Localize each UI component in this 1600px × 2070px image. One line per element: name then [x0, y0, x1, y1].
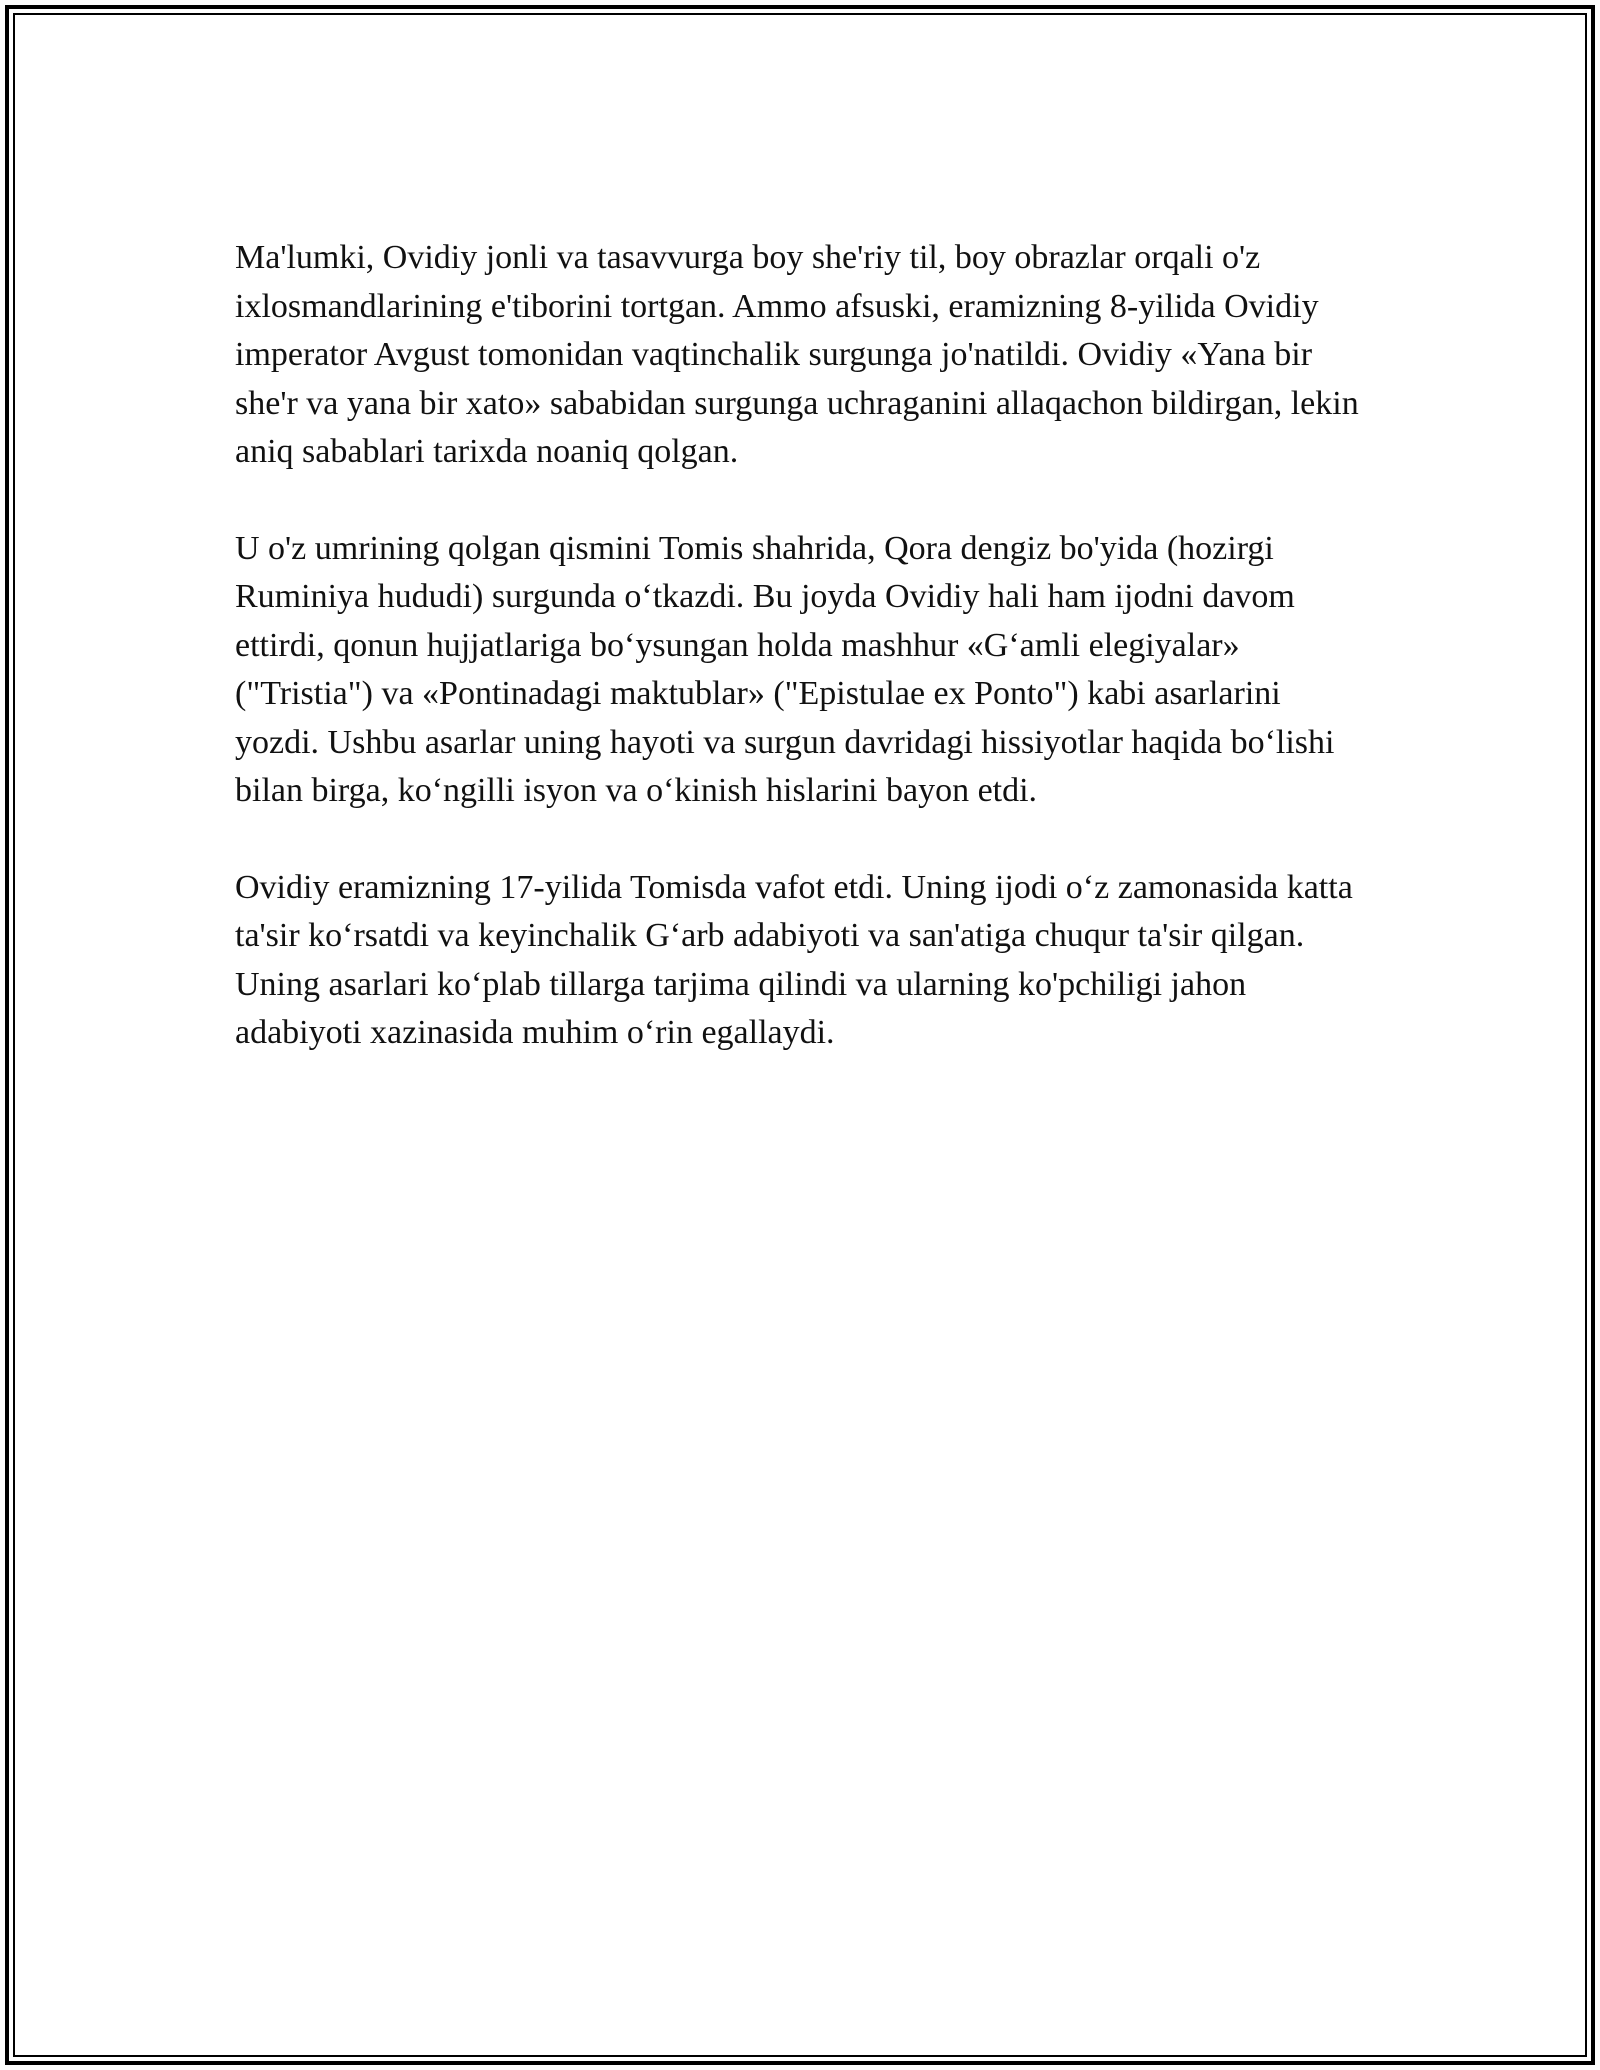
paragraph-2: U o'z umrining qolgan qismini Tomis shahrida, Qora dengiz bo'yida (hozirgi Ruminiya hududi) surgunda o‘tkazdi. Bu joyda Ovidiy hali ham ijodni davom ettirdi, qonun hujjatlariga bo‘ysungan holda mashhur «G‘amli elegiyalar» ("Tristia") va «Pontinadagi maktublar» ("Epistulae ex Ponto") kabi asarlarini yozdi. Ushbu asarlar uning hayoti va surgun davridagi hissiyotlar haqida bo‘lishi bilan birga, ko‘ngilli isyon va o‘kinish hislarini bayon etdi.	[235, 529, 1335, 809]
paragraph-1: Ma'lumki, Ovidiy jonli va tasavvurga boy she'riy til, boy obrazlar orqali o'z ixlosmandlarining e'tiborini tortgan. Ammo afsuski, eramizning 8-yilida Ovidiy imperator Avgust tomonidan vaqtinchalik surgunga jo'natildi. Ovidiy «Yana bir she'r va yana bir xato» sababidan surgunga uchraganini allaqachon bildirgan, lekin aniq sabablari tarixda noaniq qolgan.	[235, 239, 1359, 470]
paragraph-3: Ovidiy eramizning 17-yilida Tomisda vafot etdi. Uning ijodi o‘z zamonasida katta ta'sir ko‘rsatdi va keyinchalik G‘arb adabiyoti va san'atiga chuqur ta'sir qilgan. Uning asarlari ko‘plab tillarga tarjima qilindi va ularning ko'pchiligi jahon adabiyoti xazinasida muhim o‘rin egallaydi.	[235, 868, 1353, 1051]
document-body	[235, 234, 1365, 1106]
